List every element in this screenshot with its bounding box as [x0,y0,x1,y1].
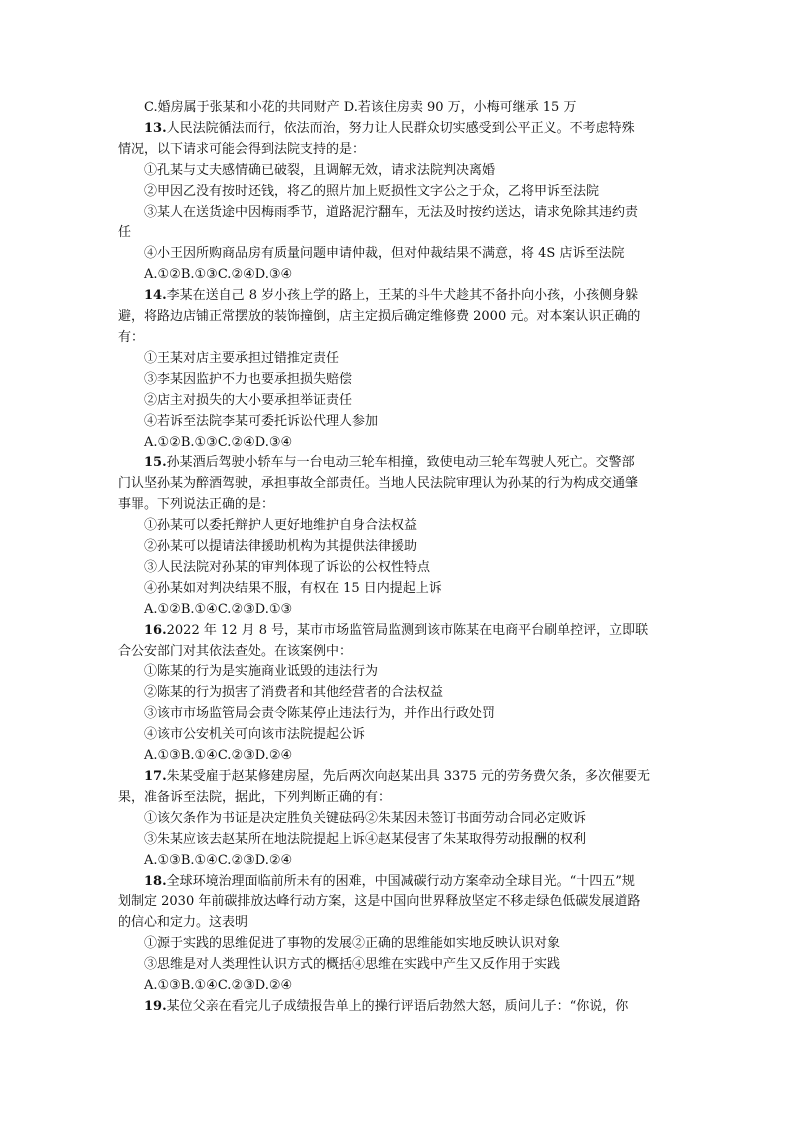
q15-option-1: ①孙某可以委托辩护人更好地维护自身合法权益 [144,518,418,534]
q18-stem-line2: 划制定 2030 年前碳排放达峰行动方案，这是中国向世界释放坚定不移走绿色低碳发展道路 [118,894,641,910]
q13-stem-text: 人民法院循法而行，依法而治，努力让人民群众切实感受到公平正义。不考虑特殊 [166,120,635,136]
q15-option-4: ④孙某如对判决结果不服，有权在 15 日内提起上诉 [144,580,442,596]
q13-option-2: ②甲因乙没有按时还钱，将乙的照片加上贬损性文字公之于众，乙将甲诉至法院 [144,183,600,199]
q13-number: 13. [144,120,167,136]
q13-option-3-cont: 任 [118,225,132,241]
q15-number: 15. [144,455,167,471]
q14-choices: A.①②B.①③C.②④D.③④ [144,434,293,450]
q16-stem-text: 2022 年 12 月 8 号，某市市场监管局监测到该市陈某在电商平台刷单控评，立即联 [166,622,649,638]
q13-stem-line2: 情况，以下请求可能会得到法院支持的是： [118,141,366,157]
q17-stem-line1 [118,767,678,788]
q13-option-4: ④小王因所购商品房有质量问题申请仲裁，但对仲裁结果不满意，将 4S 店诉至法院 [144,246,625,262]
q14-number: 14. [144,288,167,304]
q17-stem-line2: 果，准备诉至法院，据此，下列判断正确的有： [118,789,392,805]
q15-option-3: ③人民法院对孙某的审判体现了诉讼的公权性特点 [144,559,431,575]
q13-option-1: ①孔某与丈夫感情确已破裂，且调解无效，请求法院判决离婚 [144,162,496,178]
q16-number: 16. [144,622,167,638]
q13-option-3: ③某人在送货途中因梅雨季节，道路泥泞翻车，无法及时按约送达，请求免除其违约责 [144,204,639,220]
q14-option-4: ④若诉至法院李某可委托诉讼代理人参加 [144,413,379,429]
q17-number: 17. [144,769,167,784]
q16-option-2: ②陈某的行为损害了消费者和其他经营者的合法权益 [144,685,444,701]
q15-stem-line2: 门认坚孙某为醉酒驾驶，承担事故全部责任。当地人民法院审理认为孙某的行为构成交通肇 [118,476,639,492]
q18-choices: A.①③B.①④C.②③D.②④ [144,978,293,994]
q14-stem-line1 [118,286,678,307]
q18-number: 18. [144,873,167,889]
q17-options-1-2: ①该欠条作为书证是决定胜负关键砝码②朱某因未签订书面劳动合同必定败诉 [144,810,587,826]
q17-stem-text: 朱某受雇于赵某修建房屋，先后两次向赵某出具 3375 元的劳务费欠条，多次催要无 [166,769,650,784]
exam-page [118,98,678,1018]
q14-option-1: ①王某对店主要承担过错推定责任 [144,350,340,366]
q16-choices: A.①③B.①④C.②③D.②④ [144,748,293,764]
q18-options-1-2: ①源于实践的思维促进了事物的发展②正确的思维能如实地反映认识对象 [144,936,561,952]
q14-stem-line2: 避，将路边店铺正常摆放的装饰撞倒，店主定损后确定维修费 2000 元。对本案认识正确的 [118,309,641,325]
q14-stem-text: 李某在送自己 8 岁小孩上学的路上，王某的斗牛犬趁其不备扑向小孩，小孩侧身躲 [166,288,639,304]
q14-option-3: ②店主对损失的大小要承担举证责任 [144,392,353,408]
q13-stem-line1 [118,119,678,140]
q17-options-3-4: ③朱某应该去赵某所在地法院提起上诉④赵某侵害了朱某取得劳动报酬的权利 [144,831,587,847]
q16-option-1: ①陈某的行为是实施商业诋毁的违法行为 [144,664,379,680]
q16-option-4: ④该市公安机关可向该市法院提起公诉 [144,727,366,743]
q19-stem-text: 某位父亲在看完儿子成绩报告单上的操行评语后勃然大怒，质问儿子：“你说，你 [166,998,629,1014]
q15-option-2: ②孙某可以提请法律援助机构为其提供法律援助 [144,539,418,555]
q13-choices: A.①②B.①③C.②④D.③④ [144,267,293,283]
q15-choices: A.①②B.①④C.②③D.①③ [144,601,293,617]
q18-options-3-4: ③思维是对人类理性认识方式的概括④思维在实践中产生又反作用于实践 [144,957,561,973]
q17-choices: A.①③B.①④C.②③D.②④ [144,852,293,868]
q18-stem-line1 [118,872,678,893]
q19-number: 19. [144,998,167,1014]
q16-stem-line1 [118,621,678,642]
q19-stem-line1 [118,997,678,1018]
q15-stem-line1 [118,453,678,474]
q18-stem-line3: 的信心和定力。这表明 [118,915,249,931]
q15-stem-text: 孙某酒后驾驶小轿车与一台电动三轮车相撞，致使电动三轮车驾驶人死亡。交警部 [166,455,635,471]
q16-stem-line2: 合公安部门对其依法查处。在该案例中： [118,643,353,659]
q15-stem-line3: 事罪。下列说法正确的是： [118,497,275,513]
q14-option-2: ③李某因监护不力也要承担损失赔偿 [144,371,353,387]
q18-stem-text: 全球环境治理面临前所未有的困难，中国减碳行动方案牵动全球目光。“十四五”规 [166,873,635,889]
q12-options-cd: C.婚房属于张某和小花的共同财产 D.若该住房卖 90 万，小梅可继承 15 万 [144,100,577,115]
q16-option-3: ③该市市场监管局会责令陈某停止违法行为，并作出行政处罚 [144,706,496,722]
q14-stem-line3: 有： [118,329,145,345]
